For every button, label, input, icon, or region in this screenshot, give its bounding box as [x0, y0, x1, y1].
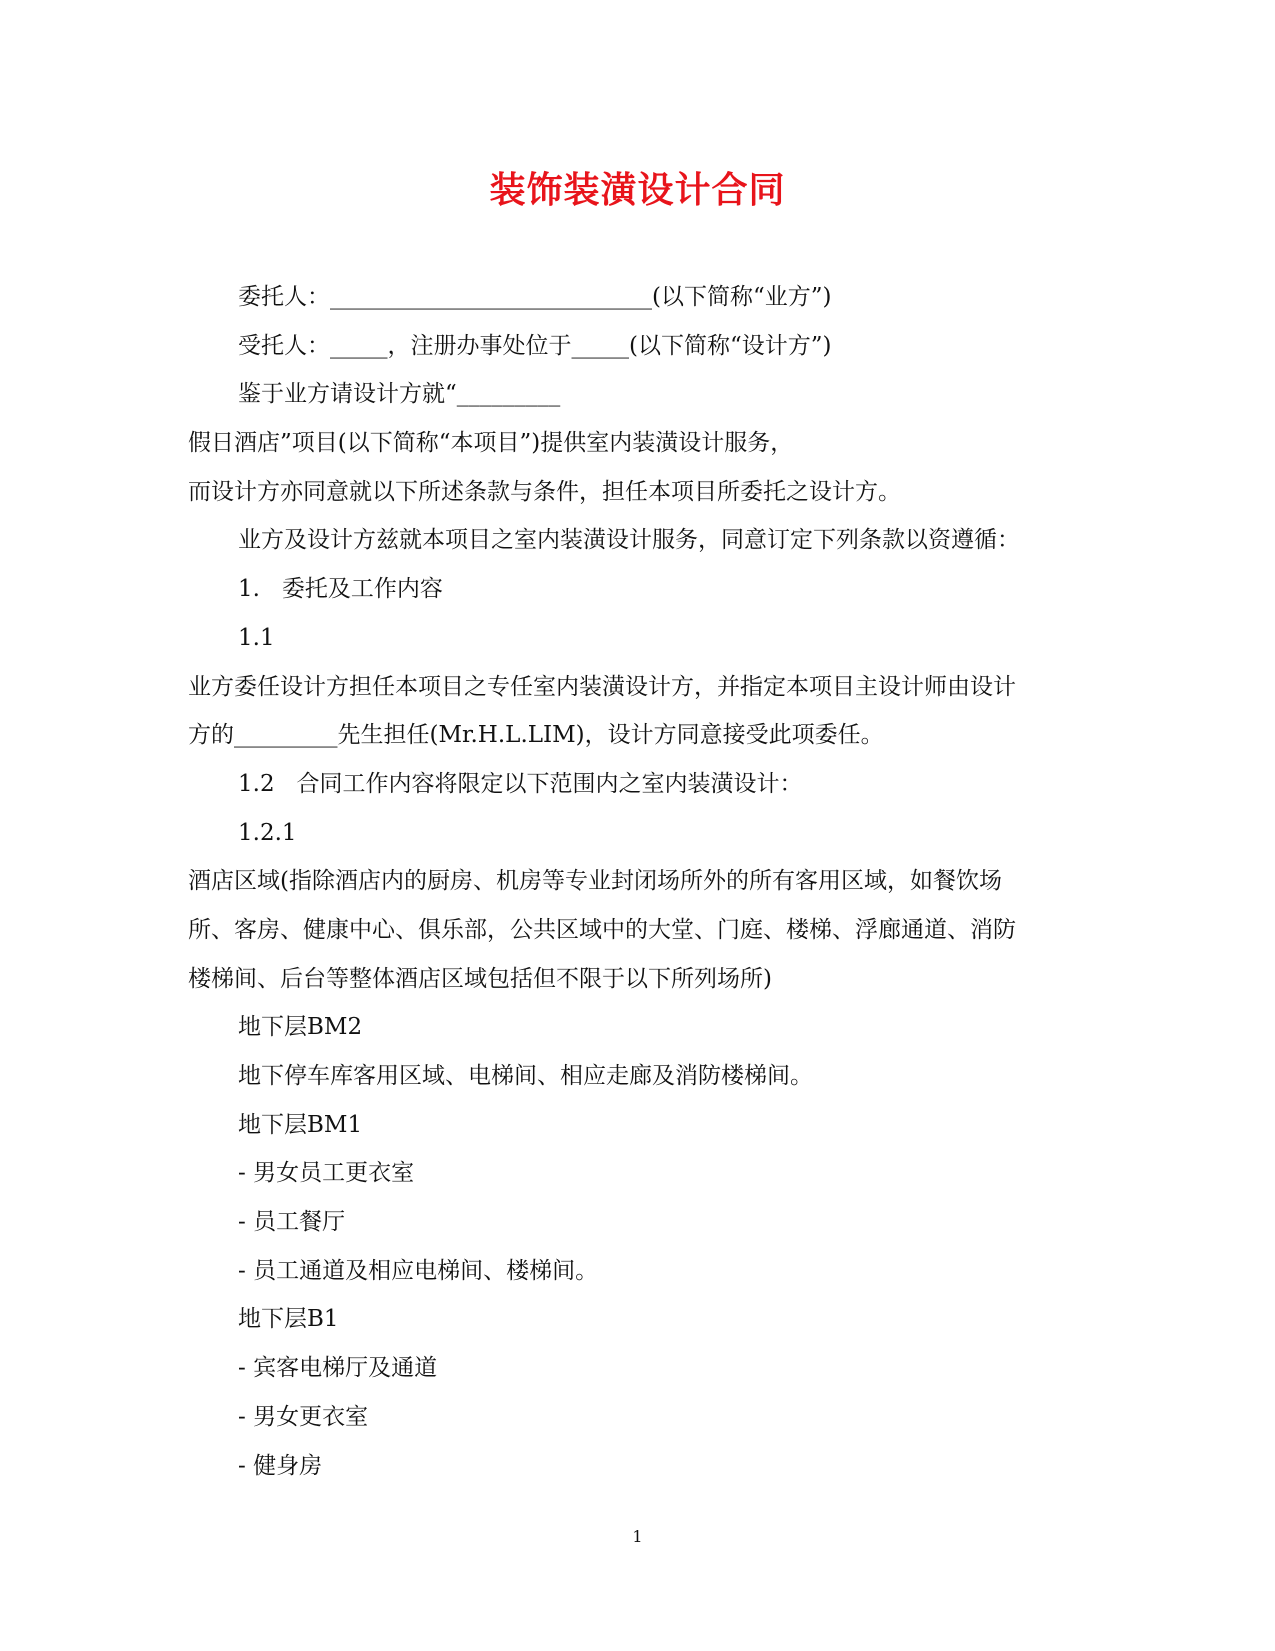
floor-heading: 地下层BM2 — [238, 1014, 363, 1041]
paragraph-line: 酒店区域(指除酒店内的厨房、机房等专业封闭场所外的所有客用区域，如餐饮场 — [188, 868, 1002, 895]
floor-heading: 地下层BM1 — [238, 1111, 363, 1138]
paragraph-line: 方的_________先生担任(Mr.H.L.LIM)，设计方同意接受此项委任。 — [188, 722, 884, 749]
list-item: - 员工通道及相应电梯间、楼梯间。 — [238, 1257, 599, 1284]
paragraph-line: 委托人：____________________________(以下简称“业方”) — [238, 284, 832, 310]
section-heading: 1. 委托及工作内容 — [238, 576, 443, 603]
paragraph-line: 假日酒店”项目(以下简称“本项目”)提供室内装潢设计服务， — [188, 430, 794, 457]
paragraph-line: 楼梯间、后台等整体酒店区域包括但不限于以下所列场所) — [188, 965, 772, 992]
paragraph-line: 业方委任设计方担任本项目之专任室内装潢设计方，并指定本项目主设计师由设计 — [188, 673, 1016, 700]
clause-heading: 1.2 合同工作内容将限定以下范围内之室内装潢设计： — [238, 770, 803, 797]
paragraph-line: 业方及设计方兹就本项目之室内装潢设计服务，同意订定下列条款以资遵循： — [238, 527, 1020, 554]
clause-number: 1.2.1 — [238, 819, 297, 846]
paragraph-line: 鉴于业方请设计方就“_________ — [238, 381, 561, 408]
list-item: - 健身房 — [238, 1452, 323, 1479]
document-body — [188, 273, 1088, 1490]
list-item: - 宾客电梯厅及通道 — [238, 1355, 438, 1382]
list-item: - 男女更衣室 — [238, 1403, 369, 1430]
paragraph-line: 地下停车库客用区域、电梯间、相应走廊及消防楼梯间。 — [238, 1063, 813, 1089]
page-number: 1 — [632, 1527, 643, 1546]
clause-number: 1.1 — [238, 624, 275, 651]
list-item: - 员工餐厅 — [238, 1209, 346, 1236]
paragraph-line: 而设计方亦同意就以下所述条款与条件，担任本项目所委托之设计方。 — [188, 478, 901, 505]
document-title: 装饰装潢设计合同 — [489, 169, 786, 211]
paragraph-line: 受托人：_____，注册办事处位于_____(以下简称“设计方”) — [238, 332, 832, 359]
floor-heading: 地下层B1 — [238, 1306, 339, 1333]
paragraph-line: 所、客房、健康中心、俱乐部，公共区域中的大堂、门庭、楼梯、浮廊通道、消防 — [188, 916, 1016, 943]
list-item: - 男女员工更衣室 — [238, 1160, 415, 1187]
